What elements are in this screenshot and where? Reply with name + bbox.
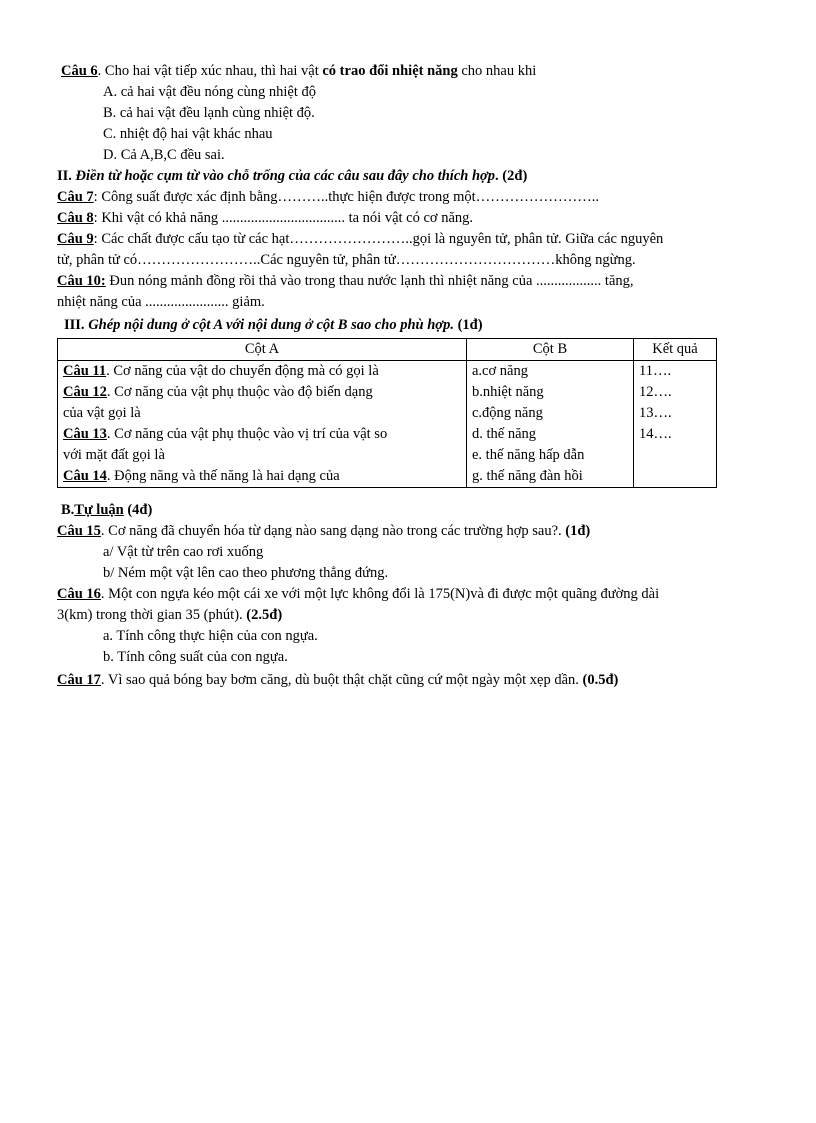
question-15-a: a/ Vật từ trên cao rơi xuống	[103, 544, 264, 560]
question-15-b: b/ Ném một vật lên cao theo phương thẳng đứng.	[103, 565, 389, 581]
table-row	[58, 361, 717, 488]
question-label: Câu 6	[61, 63, 98, 79]
list-item: 13….	[639, 405, 672, 421]
header-col-a: Cột A	[58, 339, 467, 361]
question-16: Câu 16. Một con ngựa kéo một cái xe với một lực không đổi là 175(N)và đi được một quãng đường dài	[57, 586, 660, 602]
option-d: D. Cả A,B,C đều sai.	[103, 147, 225, 163]
result-cell	[634, 361, 717, 488]
section-2-heading: II. Điền từ hoặc cụm từ vào chỗ trống của các câu sau đây cho thích hợp. (2đ)	[57, 168, 528, 184]
list-item: Câu 12. Cơ năng của vật phụ thuộc vào độ biến dạng	[63, 384, 373, 400]
section-3-heading: III. Ghép nội dung ở cột A với nội dung ở cột B sao cho phù hợp. (1đ)	[64, 317, 483, 333]
question-10-cont: nhiệt năng của ....................... giảm.	[57, 294, 265, 310]
list-item: Câu 11. Cơ năng của vật do chuyển động mà có gọi là	[63, 363, 379, 379]
list-item: Câu 13. Cơ năng của vật phụ thuộc vào vị trí của vật so	[63, 426, 388, 442]
list-item: b.nhiệt năng	[472, 384, 544, 400]
list-item: 11….	[639, 363, 672, 379]
question-6: Câu 6. Cho hai vật tiếp xúc nhau, thì hai vật có trao đổi nhiệt năng cho nhau khi	[61, 63, 537, 79]
header-col-b: Cột B	[467, 339, 634, 361]
question-10: Câu 10: Đun nóng mảnh đồng rồi thả vào trong thau nước lạnh thì nhiệt năng của .................. tăng,	[57, 273, 634, 289]
matching-table	[57, 338, 717, 488]
table-header-row	[58, 339, 717, 361]
option-c: C. nhiệt độ hai vật khác nhau	[103, 126, 273, 142]
question-9-cont: tử, phân tử có……………………..Các nguyên tử, phân tử……………………………không ngừng.	[57, 252, 636, 268]
list-item: c.động năng	[472, 405, 543, 421]
list-item: của vật gọi là	[63, 405, 141, 421]
question-15: Câu 15. Cơ năng đã chuyển hóa từ dạng nào sang dạng nào trong các trường hợp sau?. (1đ)	[57, 523, 591, 539]
question-16-a: a. Tính công thực hiện của con ngựa.	[103, 628, 318, 644]
section-b-heading: B.Tự luận (4đ)	[61, 502, 153, 518]
col-a-cell	[58, 361, 467, 488]
list-item: e. thế năng hấp dẫn	[472, 447, 585, 463]
question-16-cont: 3(km) trong thời gian 35 (phút). (2.5đ)	[57, 607, 283, 623]
list-item: với mặt đất gọi là	[63, 447, 165, 463]
option-b: B. cả hai vật đều lạnh cùng nhiệt độ.	[103, 105, 315, 121]
list-item: 12….	[639, 384, 672, 400]
header-result: Kết quả	[634, 339, 717, 361]
question-9: Câu 9: Các chất được cấu tạo từ các hạt……………………..gọi là nguyên tử, phân tử. Giữa các nguyên	[57, 231, 664, 247]
list-item: Câu 14. Động năng và thế năng là hai dạng của	[63, 468, 340, 484]
list-item: g. thế năng đàn hồi	[472, 468, 583, 484]
question-17: Câu 17. Vì sao quả bóng bay bơm căng, dù buột thật chặt cũng cứ một ngày một xẹp dần. (0.5đ)	[57, 672, 619, 688]
list-item: d. thế năng	[472, 426, 537, 442]
question-8: Câu 8: Khi vật có khả năng .................................. ta nói vật có cơ năng.	[57, 210, 474, 226]
option-a: A. cả hai vật đều nóng cùng nhiệt độ	[103, 84, 317, 100]
question-7: Câu 7: Công suất được xác định bằng………..thực hiện được trong một……………………..	[57, 189, 599, 205]
question-16-b: b. Tính công suất của con ngựa.	[103, 649, 288, 665]
list-item: a.cơ năng	[472, 363, 528, 379]
col-b-cell	[467, 361, 634, 488]
list-item: 14….	[639, 426, 672, 442]
